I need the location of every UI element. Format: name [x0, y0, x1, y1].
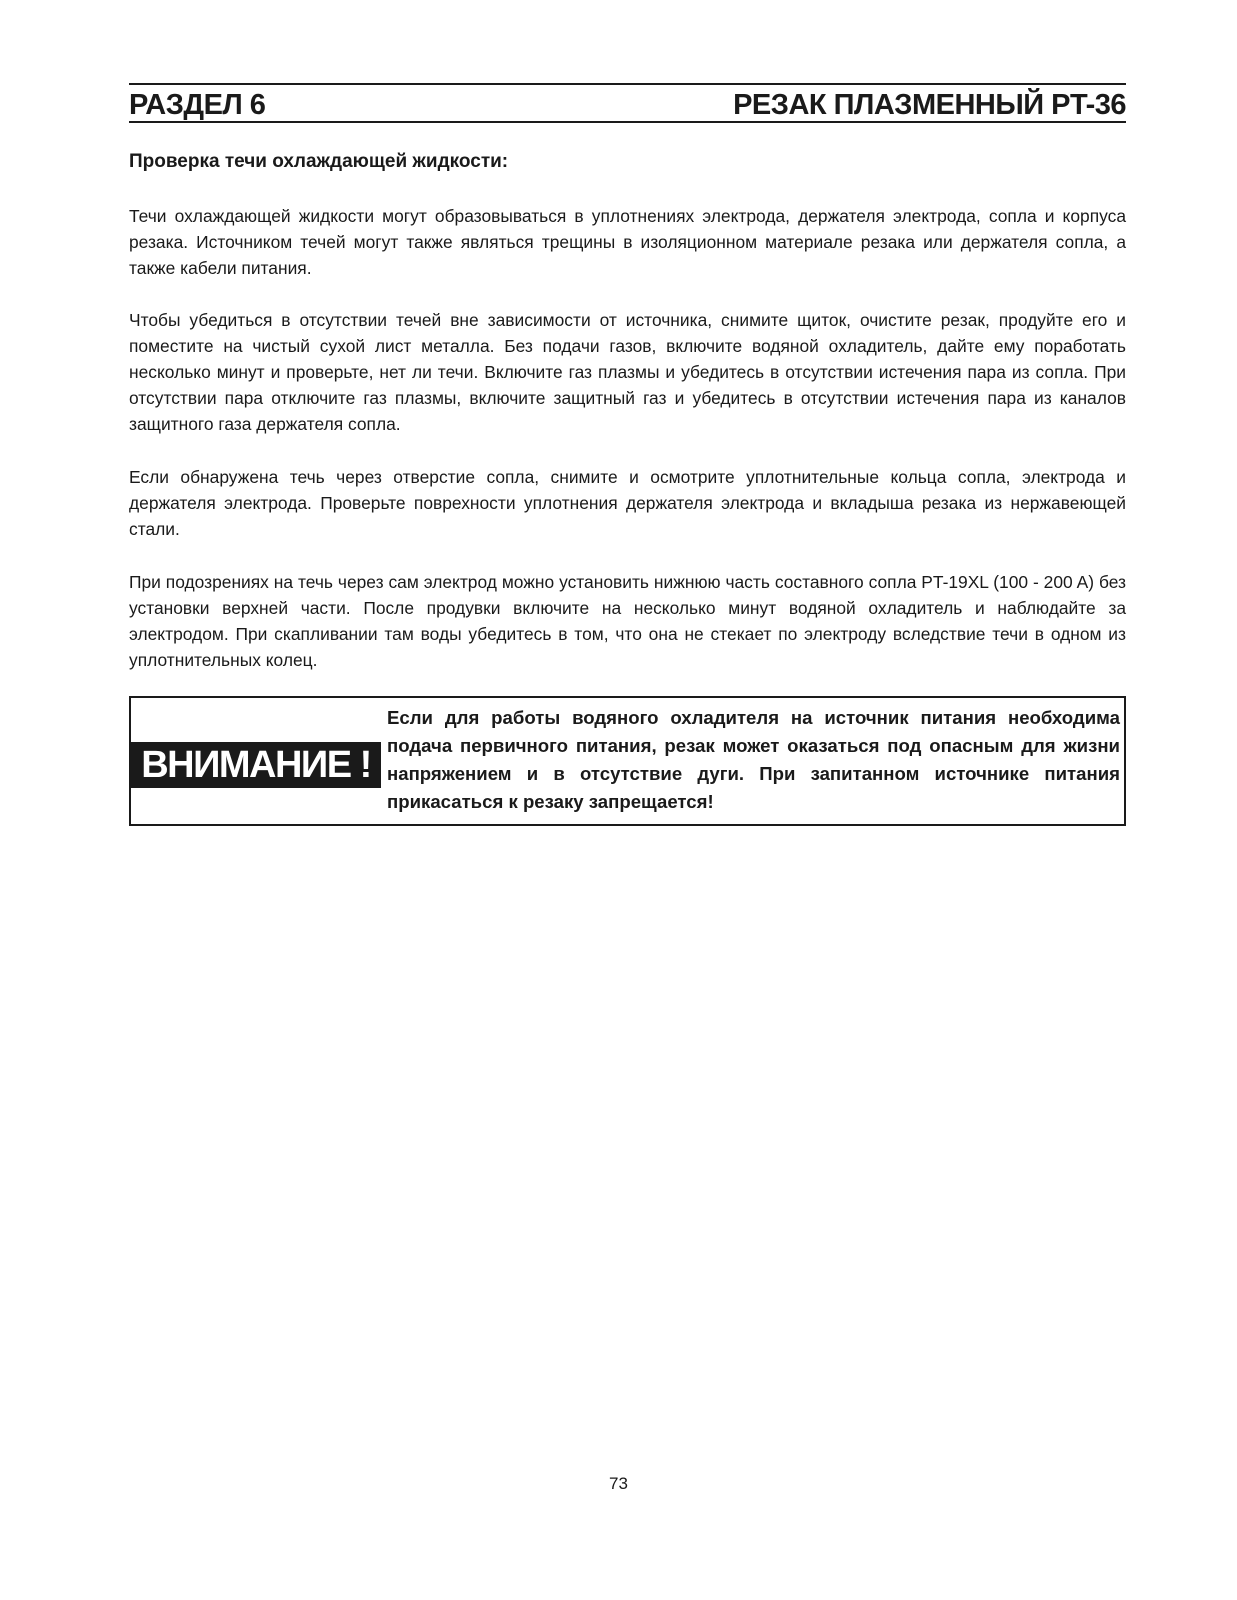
header-section-title: РАЗДЕЛ 6	[129, 89, 266, 121]
warning-box	[129, 696, 1126, 826]
paragraph-leak-check-procedure: Чтобы убедиться в отсутствии течей вне зависимости от источника, снимите щиток, очистите резак, продуйте его и поместите на чистый сухой лист металла. Без подачи газов, включите водяной охладитель, дайте ему поработать несколько минут и проверьте, нет ли течи. Включите газ плазмы и убедитесь в отсутствии истечения пара из сопла. При отсутствии пара отключите газ плазмы, включите защитный газ и убедитесь в отсутствии истечения пара из каналов защитного газа держателя сопла.	[129, 310, 1126, 434]
paragraph-electrode-leak: При подозрениях на течь через сам электрод можно установить нижнюю часть составного сопла PT-19XL (100 - 200 A) без установки верхней части. После продувки включите на несколько минут водяной охладитель и наблюдайте за электродом. При скапливании там воды убедитесь в том, что она не стекает по электроду вследствие течи в одном из уплотнительных колец.	[129, 572, 1126, 670]
section-heading: Проверка течи охлаждающей жидкости:	[129, 151, 509, 172]
page-number: 73	[609, 1474, 628, 1493]
header-product-title: РЕЗАК ПЛАЗМЕННЫЙ PT-36	[733, 89, 1126, 121]
page-header	[129, 83, 1126, 123]
warning-label: ВНИМАНИЕ !	[131, 742, 381, 788]
paragraph-nozzle-leak: Если обнаружена течь через отверстие сопла, снимите и осмотрите уплотнительные кольца сопла, электрода и держателя электрода. Проверьте поврехности уплотнения держателя электрода и вкладыша резака из нержавеющей стали.	[129, 467, 1126, 539]
warning-text: Если для работы водяного охладителя на источник питания необходима подача первичного питания, резак может оказаться под опасным для жизни напряжением и в отсутствие дуги. При запитанном источнике питания прикасаться к резаку запрещается!	[387, 707, 1120, 812]
paragraph-leak-sources: Течи охлаждающей жидкости могут образовываться в уплотнениях электрода, держателя электрода, сопла и корпуса резака. Источником течей могут также являться трещины в изоляционном материале резака или держателя сопла, а также кабели питания.	[129, 206, 1126, 278]
